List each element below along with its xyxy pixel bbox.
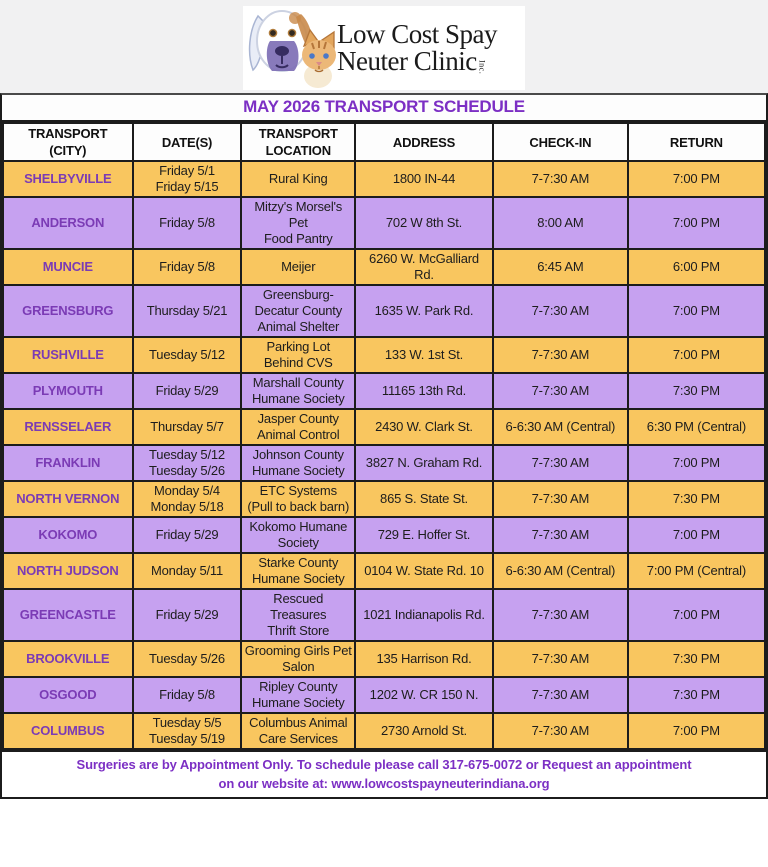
return-cell: 7:00 PM (Central) (628, 553, 765, 589)
check-in-cell: 6-6:30 AM (Central) (493, 409, 628, 445)
column-header: ADDRESS (355, 123, 493, 161)
location-cell: Parking Lot Behind CVS (241, 337, 355, 373)
city-cell: OSGOOD (3, 677, 133, 713)
table-row (3, 445, 765, 481)
return-cell: 7:00 PM (628, 589, 765, 641)
city-cell: SHELBYVILLE (3, 161, 133, 197)
location-cell: Grooming Girls Pet Salon (241, 641, 355, 677)
address-cell: 865 S. State St. (355, 481, 493, 517)
location-cell: Ripley County Humane Society (241, 677, 355, 713)
return-cell: 6:00 PM (628, 249, 765, 285)
location-cell: Meijer (241, 249, 355, 285)
address-cell: 6260 W. McGalliard Rd. (355, 249, 493, 285)
city-cell: GREENCASTLE (3, 589, 133, 641)
check-in-cell: 7-7:30 AM (493, 677, 628, 713)
check-in-cell: 7-7:30 AM (493, 161, 628, 197)
return-cell: 7:30 PM (628, 481, 765, 517)
check-in-cell: 7-7:30 AM (493, 285, 628, 337)
clinic-name (337, 18, 498, 76)
dates-cell: Friday 5/29 (133, 589, 242, 641)
address-cell: 1800 IN-44 (355, 161, 493, 197)
location-cell: Jasper County Animal Control (241, 409, 355, 445)
address-cell: 0104 W. State Rd. 10 (355, 553, 493, 589)
column-header: DATE(S) (133, 123, 242, 161)
address-cell: 1635 W. Park Rd. (355, 285, 493, 337)
address-cell: 133 W. 1st St. (355, 337, 493, 373)
city-cell: RUSHVILLE (3, 337, 133, 373)
location-cell: Starke County Humane Society (241, 553, 355, 589)
header-row (3, 123, 765, 161)
return-cell: 7:00 PM (628, 713, 765, 749)
dates-cell: Tuesday 5/12 Tuesday 5/26 (133, 445, 242, 481)
check-in-cell: 7-7:30 AM (493, 481, 628, 517)
location-cell: Johnson County Humane Society (241, 445, 355, 481)
appointment-note (2, 750, 766, 797)
address-cell: 702 W 8th St. (355, 197, 493, 249)
return-cell: 7:00 PM (628, 445, 765, 481)
dates-cell: Thursday 5/7 (133, 409, 242, 445)
schedule-sheet (0, 93, 768, 799)
check-in-cell: 8:00 AM (493, 197, 628, 249)
table-row (3, 517, 765, 553)
address-cell: 3827 N. Graham Rd. (355, 445, 493, 481)
city-cell: RENSSELAER (3, 409, 133, 445)
city-cell: PLYMOUTH (3, 373, 133, 409)
table-row (3, 337, 765, 373)
table-row (3, 713, 765, 749)
address-cell: 729 E. Hoffer St. (355, 517, 493, 553)
table-row (3, 677, 765, 713)
city-cell: COLUMBUS (3, 713, 133, 749)
schedule-title: MAY 2026 TRANSPORT SCHEDULE (2, 95, 766, 122)
address-cell: 11165 13th Rd. (355, 373, 493, 409)
table-row (3, 409, 765, 445)
location-cell: Greensburg- Decatur County Animal Shelter (241, 285, 355, 337)
location-cell: Rescued Treasures Thrift Store (241, 589, 355, 641)
check-in-cell: 7-7:30 AM (493, 589, 628, 641)
clinic-name-line1: Low Cost Spay (337, 18, 498, 49)
dates-cell: Friday 5/29 (133, 517, 242, 553)
address-cell: 1021 Indianapolis Rd. (355, 589, 493, 641)
dates-cell: Monday 5/11 (133, 553, 242, 589)
return-cell: 7:30 PM (628, 677, 765, 713)
check-in-cell: 7-7:30 AM (493, 337, 628, 373)
table-row (3, 641, 765, 677)
dates-cell: Friday 5/8 (133, 197, 242, 249)
city-cell: ANDERSON (3, 197, 133, 249)
column-header: TRANSPORT (CITY) (3, 123, 133, 161)
appointment-note-line1: Surgeries are by Appointment Only. To schedule please call 317-675-0072 or Request an appointment (76, 757, 692, 772)
address-cell: 135 Harrison Rd. (355, 641, 493, 677)
clinic-logo (243, 6, 525, 90)
table-row (3, 481, 765, 517)
dates-cell: Monday 5/4 Monday 5/18 (133, 481, 242, 517)
table-row (3, 589, 765, 641)
table-row (3, 373, 765, 409)
table-row (3, 553, 765, 589)
location-cell: Marshall County Humane Society (241, 373, 355, 409)
return-cell: 7:00 PM (628, 285, 765, 337)
location-cell: Rural King (241, 161, 355, 197)
return-cell: 6:30 PM (Central) (628, 409, 765, 445)
dates-cell: Friday 5/8 (133, 677, 242, 713)
city-cell: NORTH JUDSON (3, 553, 133, 589)
dates-cell: Friday 5/29 (133, 373, 242, 409)
table-row (3, 161, 765, 197)
address-cell: 2730 Arnold St. (355, 713, 493, 749)
table-row (3, 249, 765, 285)
column-header: CHECK-IN (493, 123, 628, 161)
check-in-cell: 7-7:30 AM (493, 713, 628, 749)
city-cell: KOKOMO (3, 517, 133, 553)
dates-cell: Tuesday 5/26 (133, 641, 242, 677)
city-cell: MUNCIE (3, 249, 133, 285)
location-cell: Columbus Animal Care Services (241, 713, 355, 749)
dates-cell: Thursday 5/21 (133, 285, 242, 337)
return-cell: 7:00 PM (628, 197, 765, 249)
check-in-cell: 7-7:30 AM (493, 445, 628, 481)
dates-cell: Tuesday 5/12 (133, 337, 242, 373)
return-cell: 7:00 PM (628, 517, 765, 553)
city-cell: GREENSBURG (3, 285, 133, 337)
address-cell: 2430 W. Clark St. (355, 409, 493, 445)
dog-cat-logo-icon (245, 8, 341, 88)
check-in-cell: 7-7:30 AM (493, 641, 628, 677)
return-cell: 7:30 PM (628, 641, 765, 677)
location-cell: Kokomo Humane Society (241, 517, 355, 553)
clinic-name-line2: Neuter Clinic (337, 45, 477, 76)
return-cell: 7:00 PM (628, 337, 765, 373)
address-cell: 1202 W. CR 150 N. (355, 677, 493, 713)
column-header: RETURN (628, 123, 765, 161)
transport-schedule-table (2, 122, 766, 750)
check-in-cell: 7-7:30 AM (493, 517, 628, 553)
table-row (3, 285, 765, 337)
clinic-name-suffix: Inc. (477, 60, 487, 75)
city-cell: BROOKVILLE (3, 641, 133, 677)
return-cell: 7:00 PM (628, 161, 765, 197)
check-in-cell: 6-6:30 AM (Central) (493, 553, 628, 589)
appointment-note-line2: on our website at: www.lowcostspayneuterindiana.org (218, 776, 550, 791)
check-in-cell: 7-7:30 AM (493, 373, 628, 409)
column-header: TRANSPORT LOCATION (241, 123, 355, 161)
table-row (3, 197, 765, 249)
dates-cell: Tuesday 5/5 Tuesday 5/19 (133, 713, 242, 749)
check-in-cell: 6:45 AM (493, 249, 628, 285)
location-cell: Mitzy's Morsel's Pet Food Pantry (241, 197, 355, 249)
dates-cell: Friday 5/8 (133, 249, 242, 285)
return-cell: 7:30 PM (628, 373, 765, 409)
dates-cell: Friday 5/1 Friday 5/15 (133, 161, 242, 197)
city-cell: NORTH VERNON (3, 481, 133, 517)
city-cell: FRANKLIN (3, 445, 133, 481)
header-band (0, 0, 768, 93)
location-cell: ETC Systems (Pull to back barn) (241, 481, 355, 517)
